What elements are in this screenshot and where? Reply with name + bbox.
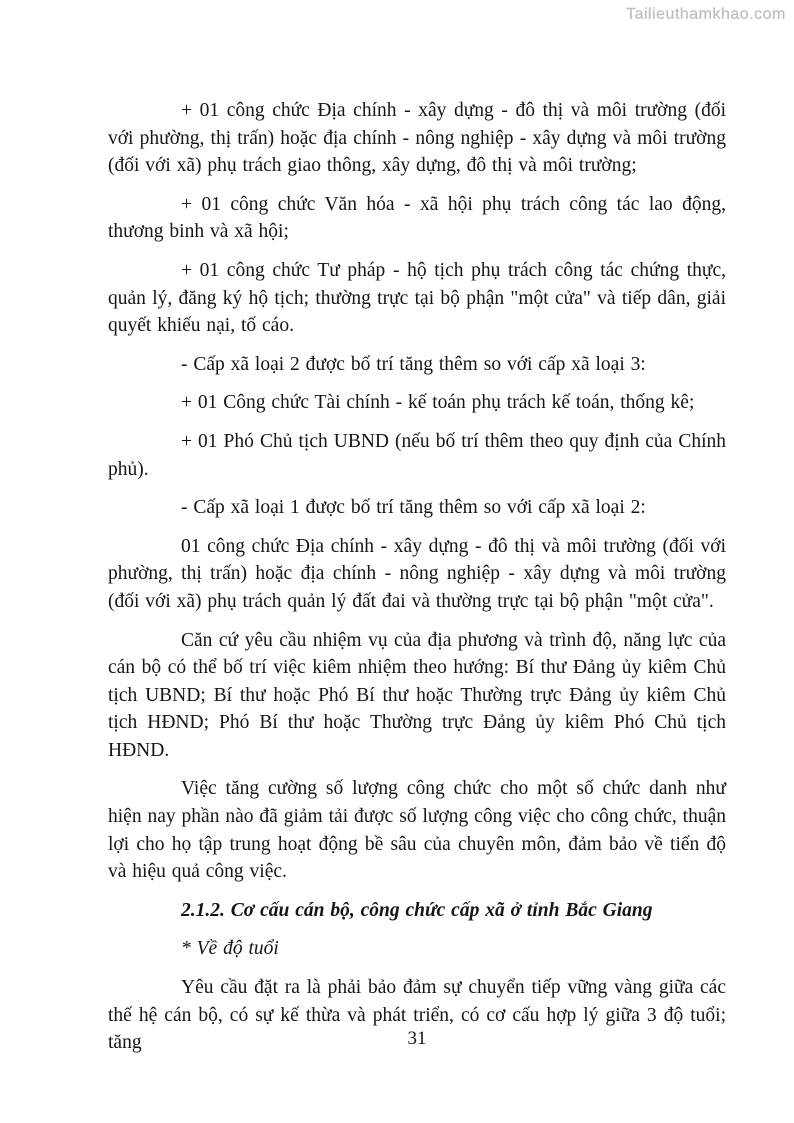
document-body [108,97,726,1068]
subsection-heading: * Về độ tuổi [181,938,279,960]
paragraph: Yêu cầu đặt ra là phải bảo đảm sự chuyển tiếp vững vàng giữa các thế hệ cán bộ, có sự kế thừa và phát triển, có cơ cấu hợp lý giữa 3 độ tuổi; tăng [108,977,726,1054]
paragraph: - Cấp xã loại 2 được bố trí tăng thêm so với cấp xã loại 3: [181,353,646,375]
paragraph: - Cấp xã loại 1 được bố trí tăng thêm so với cấp xã loại 2: [181,497,646,519]
paragraph: + 01 công chức Văn hóa - xã hội phụ trách công tác lao động, thương binh và xã hội; [108,193,726,243]
paragraph: Việc tăng cường số lượng công chức cho một số chức danh như hiện nay phần nào đã giảm tải được số lượng công việc cho công chức, thuận lợi cho họ tập trung hoạt động bề sâu của chuyên môn, đảm bảo về tiến độ và hiệu quả công việc. [108,778,726,883]
paragraph: 01 công chức Địa chính - xây dựng - đô thị và môi trường (đối với phường, thị trấn) hoặc địa chính - nông nghiệp - xây dựng và môi trường (đối với xã) phụ trách quản lý đất đai và thường trực tại bộ phận "một cửa". [108,535,726,612]
section-heading: 2.1.2. Cơ cấu cán bộ, công chức cấp xã ở tỉnh Bắc Giang [181,899,653,921]
watermark: Tailieuthamkhao.com [626,6,786,23]
paragraph: + 01 Phó Chủ tịch UBND (nếu bố trí thêm theo quy định của Chính phủ). [108,430,726,480]
page-number: 31 [407,1028,427,1049]
paragraph: + 01 Công chức Tài chính - kế toán phụ trách kế toán, thống kê; [181,392,695,414]
paragraph: Căn cứ yêu cầu nhiệm vụ của địa phương và trình độ, năng lực của cán bộ có thể bố trí việc kiêm nhiệm theo hướng: Bí thư Đảng ủy kiêm Chủ tịch UBND; Bí thư hoặc Phó Bí thư hoặc Thường trực Đảng ủy kiêm Chủ tịch HĐND; Phó Bí thư hoặc Thường trực Đảng ủy kiêm Phó Chủ tịch HĐND. [108,629,726,761]
paragraph: + 01 công chức Tư pháp - hộ tịch phụ trách công tác chứng thực, quản lý, đăng ký hộ tịch; thường trực tại bộ phận "một cửa" và tiếp dân, giải quyết khiếu nại, tố cáo. [108,259,726,337]
paragraph: + 01 công chức Địa chính - xây dựng - đô thị và môi trường (đối với phường, thị trấn) hoặc địa chính - nông nghiệp - xây dựng và môi trường (đối với xã) phụ trách giao thông, xây dựng, đô thị và môi trường; [108,100,726,177]
